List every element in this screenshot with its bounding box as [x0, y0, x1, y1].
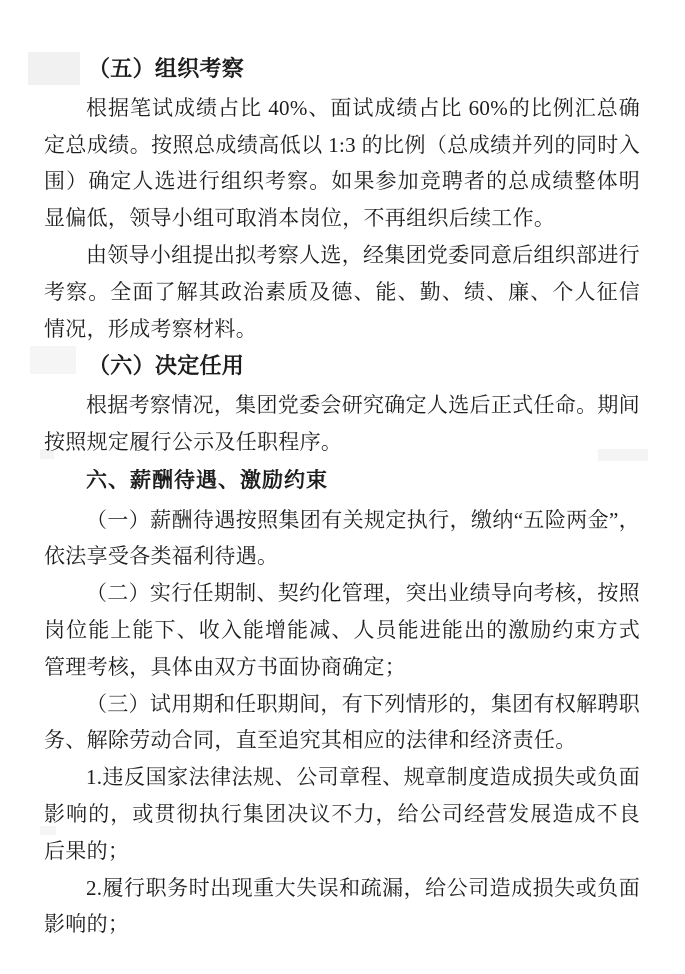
- section-heading: 六、薪酬待遇、激励约束: [86, 468, 328, 492]
- paragraph: 根据笔试成绩占比 40%、面试成绩占比 60%的比例汇总确定总成绩。按照总成绩高低以 1:3 的比例（总成绩并列的同时入围）确定人选进行组织考察。如果参加竞聘者的总成绩整体明显偏低，领导小组可取消本岗位，不再组织后续工作。: [44, 95, 640, 231]
- paragraph: 1.违反国家法律法规、公司章程、规章制度造成损失或负面影响的，或贯彻执行集团决议不力，给公司经营发展造成不良后果的；: [44, 765, 640, 863]
- document-body: [44, 50, 640, 943]
- paragraph: （一）薪酬待遇按照集团有关规定执行，缴纳“五险两金”，依法享受各类福利待遇。: [44, 507, 640, 569]
- section-heading: （六）决定任用: [88, 353, 245, 379]
- paragraph: 2.履行职务时出现重大失误和疏漏，给公司造成损失或负面影响的；: [44, 875, 640, 937]
- section-heading: （五）组织考察: [88, 56, 245, 81]
- paragraph: 根据考察情况，集团党委会研究确定人选后正式任命。期间按照规定履行公示及任职程序。: [44, 393, 640, 454]
- paragraph: （三）试用期和任职期间，有下列情形的，集团有权解聘职务、解除劳动合同，直至追究其相应的法律和经济责任。: [44, 691, 640, 753]
- paragraph: （二）实行任期制、契约化管理，突出业绩导向考核，按照岗位能上能下、收入能增能减、人员能进能出的激励约束方式管理考核，具体由双方书面协商确定；: [44, 581, 640, 679]
- paragraph: 由领导小组提出拟考察人选，经集团党委同意后组织部进行考察。全面了解其政治素质及德、能、勤、绩、廉、个人征信情况，形成考察材料。: [44, 242, 640, 341]
